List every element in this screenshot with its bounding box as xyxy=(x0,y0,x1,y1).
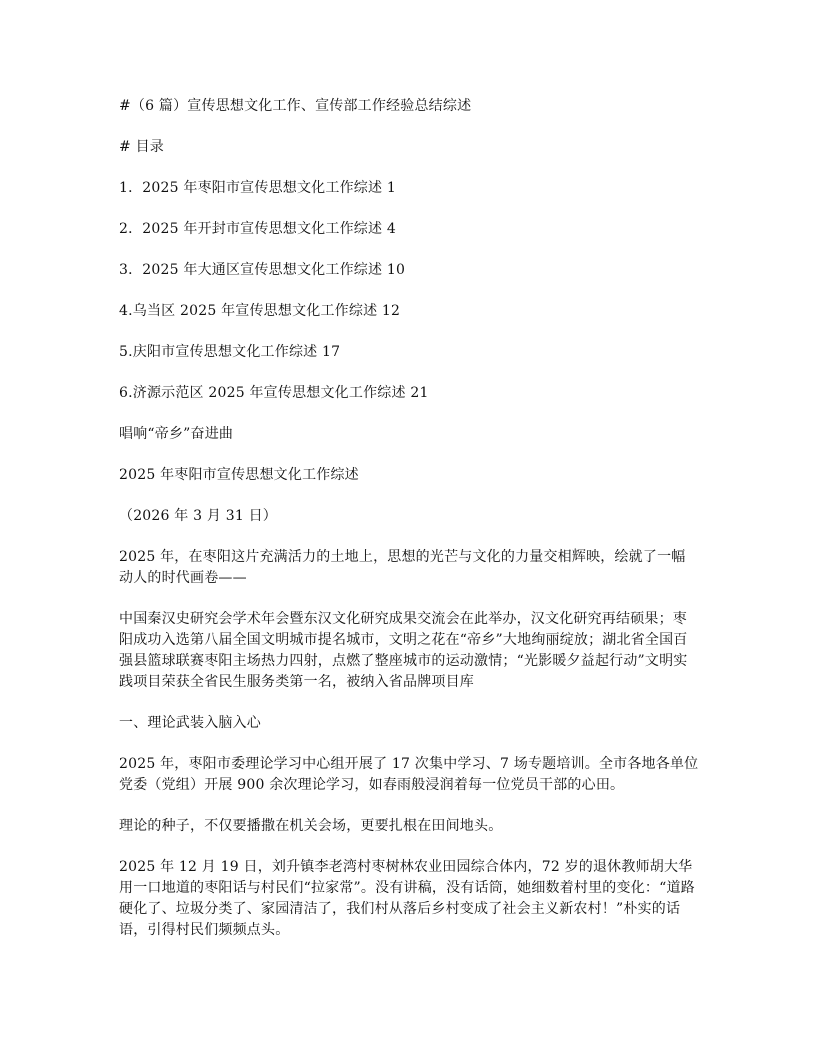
body-paragraph: 中国秦汉史研究会学术年会暨东汉文化研究成果交流会在此举办，汉文化研究再结硕果；枣阳成功入选第八届全国文明城市提名城市，文明之花在“帝乡”大地绚丽绽放；湖北省全国百强县篮球联赛枣阳主场热力四射，点燃了整座城市的运动激情；“光影暖夕益起行动”文明实践项目荣获全省民生服务类第一名，被纳入省品牌项目库 xyxy=(119,611,688,690)
body-paragraph: 理论的种子，不仅要播撒在机关会场，更要扎根在田间地头。 xyxy=(119,818,503,834)
toc-item: 1．2025 年枣阳市宣传思想文化工作综述 1 xyxy=(119,180,396,196)
toc-item: 4.乌当区 2025 年宣传思想文化工作综述 12 xyxy=(119,303,401,319)
document-body xyxy=(119,96,699,941)
body-paragraph: 2025 年，在枣阳这片充满活力的土地上，思想的光芒与文化的力量交相辉映，绘就了一幅动人的时代画卷—— xyxy=(119,549,686,586)
document-heading: #（6 篇）宣传思想文化工作、宣传部工作经验总结综述 xyxy=(119,98,472,114)
toc-item: 2．2025 年开封市宣传思想文化工作综述 4 xyxy=(119,221,396,237)
article-date: （2026 年 3 月 31 日） xyxy=(119,508,278,524)
article-title: 2025 年枣阳市宣传思想文化工作综述 xyxy=(119,467,359,483)
body-paragraph: 2025 年 12 月 19 日，刘升镇李老湾村枣树林农业田园综合体内，72 岁的退休教师胡大华用一口地道的枣阳话与村民们“拉家常”。没有讲稿，没有话筒，她细数着村里的变化：“道路硬化了、垃圾分类了、家园清洁了，我们村从落后乡村变成了社会主义新农村！”朴实的话语，引得村民们频频点头。 xyxy=(119,859,695,938)
body-paragraph: 2025 年，枣阳市委理论学习中心组开展了 17 次集中学习、7 场专题培训。全市各地各单位党委（党组）开展 900 余次理论学习，如春雨般浸润着每一位党员干部的心田。 xyxy=(119,756,699,793)
article-kicker: 唱响“帝乡”奋进曲 xyxy=(119,426,234,442)
toc-item: 3．2025 年大通区宣传思想文化工作综述 10 xyxy=(119,262,406,278)
toc-item: 6.济源示范区 2025 年宣传思想文化工作综述 21 xyxy=(119,385,429,401)
section-heading: 一、理论武装入脑入心 xyxy=(119,715,261,731)
toc-heading: # 目录 xyxy=(119,139,164,155)
toc-item: 5.庆阳市宣传思想文化工作综述 17 xyxy=(119,344,341,360)
